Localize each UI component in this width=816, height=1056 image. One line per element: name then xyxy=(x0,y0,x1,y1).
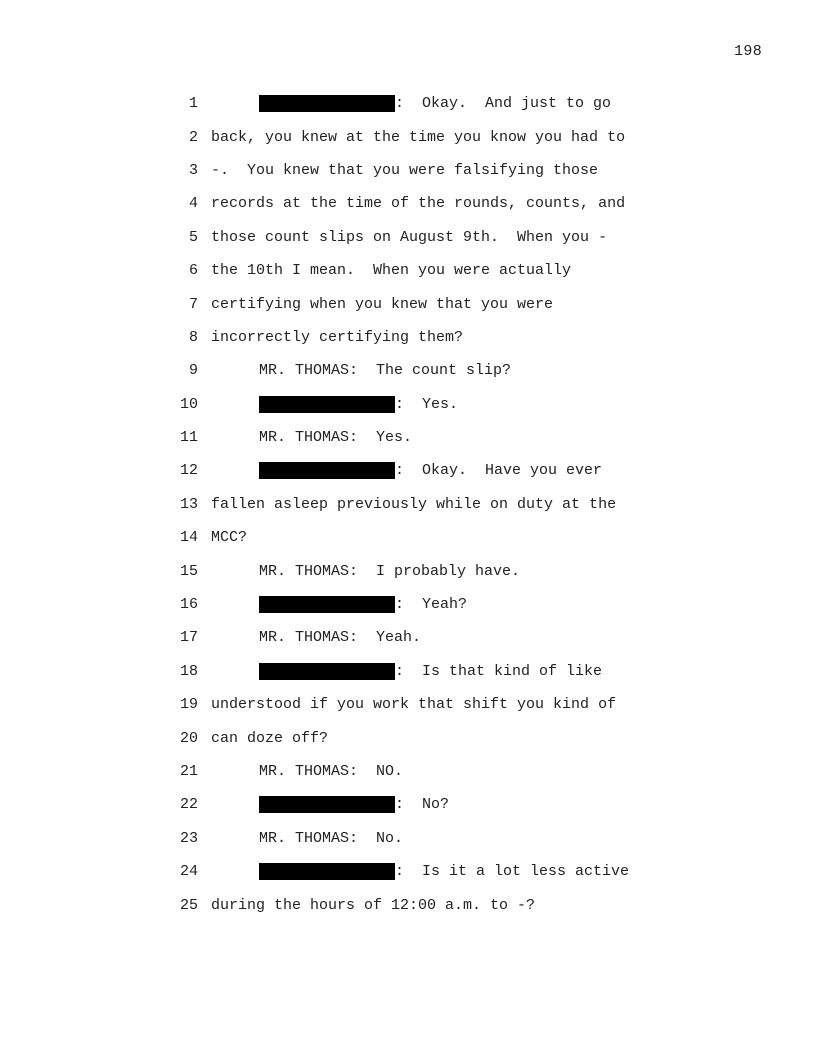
line-text xyxy=(211,563,520,580)
transcript-line xyxy=(170,688,690,721)
line-number: 10 xyxy=(179,395,198,413)
transcript-line xyxy=(170,221,690,254)
line-text xyxy=(211,529,247,546)
transcript-line xyxy=(170,755,690,788)
line-number: 8 xyxy=(188,328,198,346)
line-text xyxy=(211,195,625,212)
transcript-line xyxy=(170,421,690,454)
line-number: 23 xyxy=(179,829,198,847)
redacted-speaker-block xyxy=(259,663,395,680)
line-number: 19 xyxy=(179,696,198,714)
line-content: understood if you work that shift you kind of xyxy=(211,696,617,714)
line-content: : Is it a lot less active xyxy=(395,863,630,881)
transcript-line xyxy=(170,454,690,487)
line-content: : Okay. And just to go xyxy=(395,95,612,113)
transcript-line xyxy=(170,888,690,921)
line-text xyxy=(211,129,625,146)
line-content: MR. THOMAS: NO. xyxy=(259,763,404,780)
line-text xyxy=(211,897,535,914)
line-content: during the hours of 12:00 a.m. to -? xyxy=(211,896,536,914)
line-number: 3 xyxy=(188,161,198,179)
transcript-line xyxy=(170,87,690,120)
line-content: incorrectly certifying them? xyxy=(211,328,464,346)
transcript-line xyxy=(170,588,690,621)
line-number: 22 xyxy=(179,796,198,814)
line-text xyxy=(211,429,412,446)
line-text xyxy=(211,296,553,313)
redacted-speaker-block xyxy=(259,95,395,112)
line-text xyxy=(211,596,467,613)
line-text xyxy=(211,162,598,179)
line-text xyxy=(211,629,421,646)
transcript-line xyxy=(170,488,690,521)
line-content: records at the time of the rounds, counts, and xyxy=(211,195,626,213)
line-number: 11 xyxy=(179,429,198,447)
line-number: 15 xyxy=(179,562,198,580)
line-content: : Yeah? xyxy=(395,596,468,614)
line-number: 21 xyxy=(179,763,198,780)
line-content: MR. THOMAS: I probably have. xyxy=(259,562,521,580)
line-content: fallen asleep previously while on duty at the xyxy=(211,495,617,513)
line-number: 5 xyxy=(188,228,198,246)
line-content: MR. THOMAS: No. xyxy=(259,829,404,847)
transcript-line xyxy=(170,187,690,220)
transcript-line xyxy=(170,154,690,187)
line-number: 14 xyxy=(179,529,198,547)
line-number: 20 xyxy=(179,729,198,747)
line-text xyxy=(211,229,607,246)
line-number: 6 xyxy=(188,262,198,280)
line-content: MR. THOMAS: Yeah. xyxy=(259,629,422,647)
line-text xyxy=(211,763,403,780)
line-text xyxy=(211,696,616,713)
line-text xyxy=(211,95,611,112)
transcript-line xyxy=(170,321,690,354)
line-text xyxy=(211,663,602,680)
line-text xyxy=(211,462,602,479)
transcript-line xyxy=(170,655,690,688)
line-number: 24 xyxy=(179,863,198,881)
line-text xyxy=(211,830,403,847)
line-content: certifying when you knew that you were xyxy=(211,295,554,313)
transcript-line xyxy=(170,721,690,754)
line-text xyxy=(211,396,458,413)
line-content: : Is that kind of like xyxy=(395,662,603,680)
transcript-body xyxy=(170,87,690,922)
transcript-line xyxy=(170,621,690,654)
line-number: 1 xyxy=(188,95,198,113)
line-content: -. You knew that you were falsifying those xyxy=(211,161,599,179)
page-number: 198 xyxy=(734,43,762,60)
transcript-line xyxy=(170,554,690,587)
line-text xyxy=(211,863,629,880)
line-number: 18 xyxy=(179,662,198,680)
line-content: : Yes. xyxy=(395,395,459,413)
line-number: 4 xyxy=(188,195,198,213)
line-content: : No? xyxy=(395,796,450,814)
line-content: can doze off? xyxy=(211,729,329,747)
transcript-line xyxy=(170,254,690,287)
redacted-speaker-block xyxy=(259,863,395,880)
line-content: those count slips on August 9th. When you - xyxy=(211,228,608,246)
line-text xyxy=(211,362,511,379)
line-content: MR. THOMAS: The count slip? xyxy=(259,362,512,380)
line-number: 7 xyxy=(188,295,198,313)
line-number: 9 xyxy=(188,362,198,380)
redacted-speaker-block xyxy=(259,396,395,413)
transcript-line xyxy=(170,287,690,320)
redacted-speaker-block xyxy=(259,462,395,479)
line-content: the 10th I mean. When you were actually xyxy=(211,262,572,280)
line-number: 2 xyxy=(188,128,198,146)
redacted-speaker-block xyxy=(259,796,395,813)
line-number: 12 xyxy=(179,462,198,480)
line-text xyxy=(211,796,449,813)
transcript-line xyxy=(170,822,690,855)
transcript-line xyxy=(170,388,690,421)
transcript-line xyxy=(170,120,690,153)
transcript-line xyxy=(170,521,690,554)
transcript-line xyxy=(170,855,690,888)
line-number: 25 xyxy=(179,896,198,914)
line-content: : Okay. Have you ever xyxy=(395,462,603,480)
line-number: 13 xyxy=(179,495,198,513)
line-text xyxy=(211,730,328,747)
line-text xyxy=(211,496,616,513)
line-text xyxy=(211,262,571,279)
line-text xyxy=(211,329,463,346)
redacted-speaker-block xyxy=(259,596,395,613)
line-number: 17 xyxy=(179,629,198,647)
transcript-line xyxy=(170,354,690,387)
transcript-line xyxy=(170,788,690,821)
line-content: MR. THOMAS: Yes. xyxy=(259,429,413,447)
line-number: 16 xyxy=(179,596,198,614)
line-content: back, you knew at the time you know you had to xyxy=(211,128,626,146)
line-content: MCC? xyxy=(211,529,248,547)
